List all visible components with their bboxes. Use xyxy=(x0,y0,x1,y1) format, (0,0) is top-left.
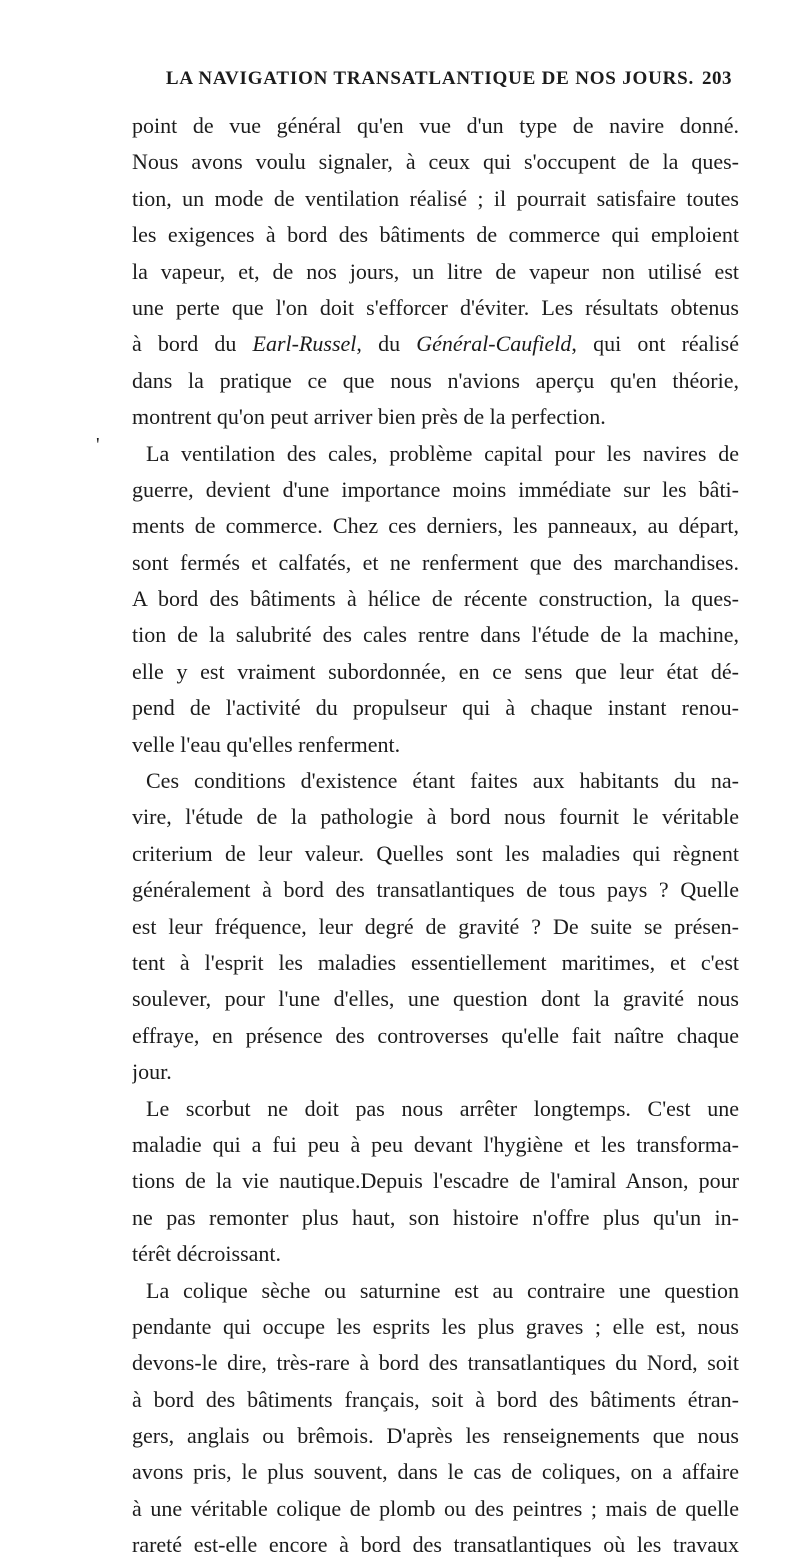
text-line: à bord du Earl-Russel, du Général-Caufield, qui ont réalisé xyxy=(132,331,739,357)
text-line: A bord des bâtiments à hélice de récente construction, la ques- xyxy=(132,586,739,612)
text-line: gers, anglais ou brêmois. D'après les renseignements que nous xyxy=(132,1423,739,1449)
text-line: maladie qui a fui peu à peu devant l'hygiène et les transforma- xyxy=(132,1131,739,1157)
text-line: La colique sèche ou saturnine est au contraire une question xyxy=(146,1277,739,1303)
text-line: elle y est vraiment subordonnée, en ce sens que leur état dé- xyxy=(132,658,739,684)
text-line: à une véritable colique de plomb ou des peintres ; mais de quelle xyxy=(132,1495,739,1521)
text-line: ne pas remonter plus haut, son histoire n'offre plus qu'un in- xyxy=(132,1204,739,1230)
text-line: les exigences à bord des bâtiments de commerce qui emploient xyxy=(132,222,739,248)
page-number: 203 xyxy=(702,68,732,89)
text-line: point de vue général qu'en vue d'un type de navire donné. xyxy=(132,113,739,138)
text-line: vire, l'étude de la pathologie à bord nous fournit le véritable xyxy=(132,804,739,830)
text-line: pendante qui occupe les esprits les plus graves ; elle est, nous xyxy=(132,1313,739,1339)
text-line: à bord des bâtiments français, soit à bord des bâtiments étran- xyxy=(132,1386,739,1412)
text-line: la vapeur, et, de nos jours, un litre de vapeur non utilisé est xyxy=(132,258,739,284)
text-line: La ventilation des cales, problème capital pour les navires de xyxy=(146,440,739,466)
running-head xyxy=(140,68,732,98)
text-line: pend de l'activité du propulseur qui à chaque instant renou- xyxy=(132,695,739,721)
text-line: est leur fréquence, leur degré de gravité ? De suite se présen- xyxy=(132,913,739,939)
text-line: soulever, pour l'une d'elles, une question dont la gravité nous xyxy=(132,986,739,1012)
text-line: sont fermés et calfatés, et ne renferment que des marchandises. xyxy=(132,549,739,575)
text-line: devons-le dire, très-rare à bord des transatlantiques du Nord, soit xyxy=(132,1350,739,1376)
text-line: guerre, devient d'une importance moins immédiate sur les bâti- xyxy=(132,476,739,502)
text-line: tion, un mode de ventilation réalisé ; il pourrait satisfaire toutes xyxy=(132,185,739,211)
text-line: tions de la vie nautique.Depuis l'escadre de l'amiral Anson, pour xyxy=(132,1168,739,1194)
text-line: généralement à bord des transatlantiques de tous pays ? Quelle xyxy=(132,877,739,903)
text-line: dans la pratique ce que nous n'avions aperçu qu'en théorie, xyxy=(132,367,739,393)
text-line: jour. xyxy=(132,1059,172,1085)
text-line: tent à l'esprit les maladies essentiellement maritimes, et c'est xyxy=(132,949,739,975)
text-line: montrent qu'on peut arriver bien près de la perfection. xyxy=(132,404,606,430)
text-line: tion de la salubrité des cales rentre dans l'étude de la machine, xyxy=(132,622,739,648)
text-line: ments de commerce. Chez ces derniers, les panneaux, au départ, xyxy=(132,513,739,539)
text-line: avons pris, le plus souvent, dans le cas de coliques, on a affaire xyxy=(132,1459,739,1485)
text-line: Nous avons voulu signaler, à ceux qui s'occupent de la ques- xyxy=(132,149,739,175)
text-line: criterium de leur valeur. Quelles sont les maladies qui règnent xyxy=(132,840,739,866)
text-line: rareté est-elle encore à bord des transatlantiques où les travaux xyxy=(132,1532,739,1558)
margin-mark: ' xyxy=(96,434,100,456)
text-line: effraye, en présence des controverses qu'elle fait naître chaque xyxy=(132,1022,739,1048)
text-line: Ces conditions d'existence étant faites aux habitants du na- xyxy=(146,768,739,794)
body-text xyxy=(132,108,739,1564)
text-line: velle l'eau qu'elles renferment. xyxy=(132,731,401,757)
text-line: une perte que l'on doit s'efforcer d'éviter. Les résultats obtenus xyxy=(132,294,739,320)
running-title: LA NAVIGATION TRANSATLANTIQUE DE NOS JOURS. xyxy=(165,68,695,89)
text-line: Le scorbut ne doit pas nous arrêter longtemps. C'est une xyxy=(146,1095,739,1121)
text-line: térêt décroissant. xyxy=(132,1241,282,1267)
